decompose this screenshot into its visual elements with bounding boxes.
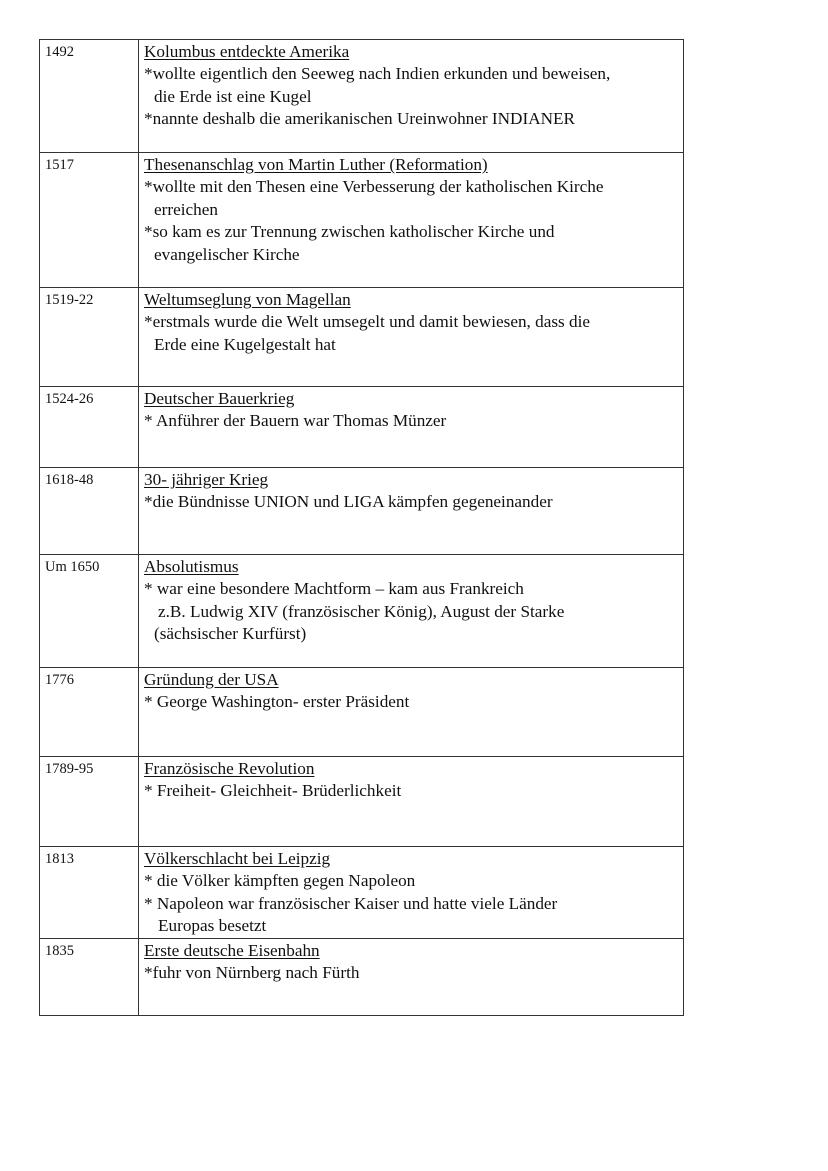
event-cell	[139, 288, 684, 387]
year-label: 1519-22	[45, 292, 94, 308]
table-row	[40, 153, 684, 288]
event-cell	[139, 468, 684, 555]
event-line: (sächsischer Kurfürst)	[154, 624, 307, 644]
year-cell	[40, 153, 139, 288]
table-row	[40, 938, 684, 1015]
table-row	[40, 387, 684, 468]
event-line: *nannte deshalb die amerikanischen Ureinwohner INDIANER	[144, 109, 575, 129]
event-title: Deutscher Bauerkrieg	[144, 389, 295, 408]
table-row	[40, 757, 684, 847]
year-label: 1524-26	[45, 391, 94, 407]
year-label: 1776	[45, 672, 74, 688]
event-line: * George Washington- erster Präsident	[144, 692, 410, 712]
event-title: Französische Revolution	[144, 759, 315, 778]
year-cell	[40, 288, 139, 387]
event-title: Thesenanschlag von Martin Luther (Reformation)	[144, 155, 488, 174]
timeline-table	[39, 39, 684, 1016]
year-cell	[40, 668, 139, 757]
year-cell	[40, 40, 139, 153]
event-line: * Freiheit- Gleichheit- Brüderlichkeit	[144, 781, 402, 801]
year-label: 1618-48	[45, 472, 94, 488]
event-cell	[139, 668, 684, 757]
table-row	[40, 847, 684, 939]
event-line: evangelischer Kirche	[154, 244, 300, 264]
year-label: 1789-95	[45, 761, 94, 777]
year-label: 1492	[45, 44, 74, 60]
year-cell	[40, 757, 139, 847]
year-cell	[40, 938, 139, 1015]
table-row	[40, 40, 684, 153]
event-title: Kolumbus entdeckte Amerika	[144, 42, 350, 61]
year-label: 1517	[45, 157, 74, 173]
event-line: * war eine besondere Machtform – kam aus Frankreich	[144, 579, 524, 599]
year-cell	[40, 387, 139, 468]
year-label: 1813	[45, 851, 74, 867]
event-title: 30- jähriger Krieg	[144, 470, 269, 489]
event-cell	[139, 938, 684, 1015]
event-line: *die Bündnisse UNION und LIGA kämpfen gegeneinander	[144, 492, 553, 512]
event-line: *wollte eigentlich den Seeweg nach Indien erkunden und beweisen,	[144, 64, 611, 84]
event-line: *so kam es zur Trennung zwischen katholischer Kirche und	[144, 222, 555, 242]
year-cell	[40, 468, 139, 555]
year-cell	[40, 847, 139, 939]
table-row	[40, 468, 684, 555]
event-line: erreichen	[154, 199, 218, 219]
event-title: Erste deutsche Eisenbahn	[144, 940, 320, 960]
table-row	[40, 555, 684, 668]
event-cell	[139, 847, 684, 939]
year-label: Um 1650	[45, 559, 100, 575]
event-line: Erde eine Kugelgestalt hat	[154, 334, 336, 354]
table-row	[40, 668, 684, 757]
event-line: *wollte mit den Thesen eine Verbesserung der katholischen Kirche	[144, 177, 604, 197]
event-line: * Napoleon war französischer Kaiser und hatte viele Länder	[144, 893, 558, 913]
event-line: Europas besetzt	[158, 916, 267, 936]
event-cell	[139, 757, 684, 847]
event-line: *erstmals wurde die Welt umsegelt und damit bewiesen, dass die	[144, 312, 591, 332]
event-line: die Erde ist eine Kugel	[154, 86, 312, 106]
event-cell	[139, 153, 684, 288]
event-line: z.B. Ludwig XIV (französischer König), August der Starke	[158, 601, 565, 621]
event-title: Absolutismus	[144, 557, 239, 576]
event-cell	[139, 555, 684, 668]
event-line: *fuhr von Nürnberg nach Fürth	[144, 963, 360, 983]
table-row	[40, 288, 684, 387]
event-cell	[139, 387, 684, 468]
event-title: Weltumseglung von Magellan	[144, 290, 351, 309]
event-line: * die Völker kämpften gegen Napoleon	[144, 871, 416, 891]
event-line: * Anführer der Bauern war Thomas Münzer	[144, 411, 447, 431]
event-cell	[139, 40, 684, 153]
event-title: Völkerschlacht bei Leipzig	[144, 849, 331, 868]
year-cell	[40, 555, 139, 668]
event-title: Gründung der USA	[144, 670, 279, 689]
year-label: 1835	[45, 942, 74, 959]
